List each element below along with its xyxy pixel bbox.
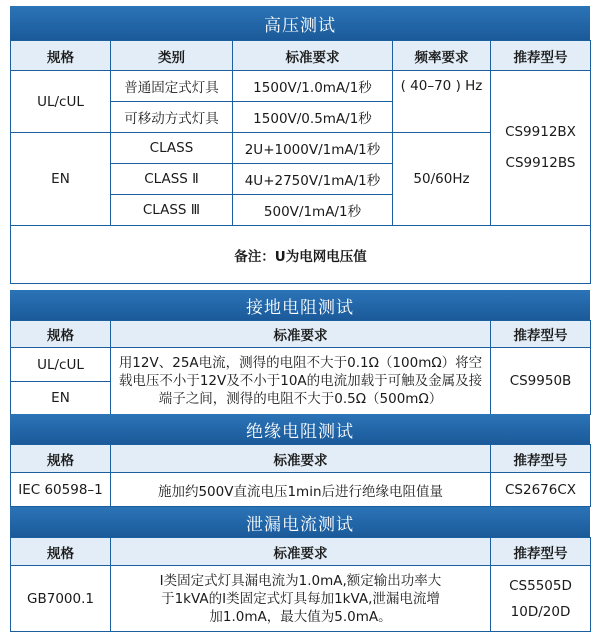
ground-resistance-table [10, 320, 591, 415]
category-cell: CLASS [111, 133, 233, 164]
leakage-current-table [10, 537, 591, 632]
header-spec: 规格 [11, 321, 111, 348]
leakage-current-test-title: 泄漏电流测试 [10, 507, 590, 537]
spec-en: EN [11, 133, 111, 226]
requirement-cell: 施加约500V直流电压1min后进行绝缘电阻值量 [111, 473, 491, 507]
model-cs9950b: CS9950B [491, 348, 591, 415]
table-row [11, 566, 591, 632]
note-row [11, 226, 591, 284]
spec-ul: UL/cUL [11, 71, 111, 133]
recommended-models [491, 71, 591, 226]
requirement-cell: 1500V/0.5mA/1秒 [233, 102, 393, 133]
table-header-row [11, 321, 591, 348]
header-model: 推荐型号 [491, 538, 591, 566]
table-header-row [11, 538, 591, 566]
header-requirement: 标准要求 [111, 538, 491, 566]
header-requirement: 标准要求 [111, 321, 491, 348]
header-model: 推荐型号 [491, 445, 591, 473]
note-text: 备注：U为电网电压值 [11, 226, 591, 284]
frequency-ul: ( 40–70 ) Hz [393, 71, 491, 133]
header-model: 推荐型号 [491, 41, 591, 71]
high-voltage-test-title: 高压测试 [10, 6, 590, 40]
header-category: 类别 [111, 41, 233, 71]
category-cell: 普通固定式灯具 [111, 71, 233, 102]
header-spec: 规格 [11, 538, 111, 566]
model-10d-20d: 10D/20D [510, 603, 571, 620]
frequency-en: 50/60Hz [393, 133, 491, 226]
requirement-cell: 500V/1mA/1秒 [233, 195, 393, 226]
spec-gb7000: GB7000.1 [11, 566, 111, 632]
requirement-cell: 1500V/1.0mA/1秒 [233, 71, 393, 102]
header-frequency: 频率要求 [393, 41, 491, 71]
requirement-cell: 用12V、25A电流，测得的电阻不大于0.1Ω（100mΩ）将空载电压不小于12V及不小于10A的电流加载于可触及金属及接端子之间，测得的电阻不大于0.5Ω（500mΩ） [111, 348, 491, 415]
spec-en: EN [11, 382, 111, 415]
model-cs2676cx: CS2676CX [491, 473, 591, 507]
category-cell: CLASS Ⅱ [111, 164, 233, 195]
header-spec: 规格 [11, 445, 111, 473]
insulation-resistance-test-title: 绝缘电阻测试 [10, 414, 590, 444]
header-spec: 规格 [11, 41, 111, 71]
table-header-row [11, 41, 591, 71]
table-row [11, 348, 591, 382]
insulation-resistance-table [10, 444, 591, 507]
recommended-models [491, 566, 591, 632]
spec-iec: IEC 60598–1 [11, 473, 111, 507]
requirement-cell: 2U+1000V/1mA/1秒 [233, 133, 393, 164]
table-header-row [11, 445, 591, 473]
model-cs9912bs: CS9912BS [505, 155, 576, 171]
header-requirement: 标准要求 [233, 41, 393, 71]
high-voltage-table [10, 40, 591, 284]
category-cell: CLASS Ⅲ [111, 195, 233, 226]
model-cs5505d: CS5505D [509, 577, 572, 594]
ground-resistance-test-title: 接地电阻测试 [10, 290, 590, 320]
spec-ul: UL/cUL [11, 348, 111, 382]
table-row [11, 71, 591, 102]
table-row [11, 473, 591, 507]
requirement-cell: 4U+2750V/1mA/1秒 [233, 164, 393, 195]
model-cs9912bx: CS9912BX [505, 124, 576, 140]
requirement-cell: I类固定式灯具漏电流为1.0mA,额定输出功率大于1kVA的I类固定式灯具每加1kVA,泄漏电流增加1.0mA，最大值为5.0mA。 [111, 566, 491, 632]
category-cell: 可移动方式灯具 [111, 102, 233, 133]
header-model: 推荐型号 [491, 321, 591, 348]
header-requirement: 标准要求 [111, 445, 491, 473]
